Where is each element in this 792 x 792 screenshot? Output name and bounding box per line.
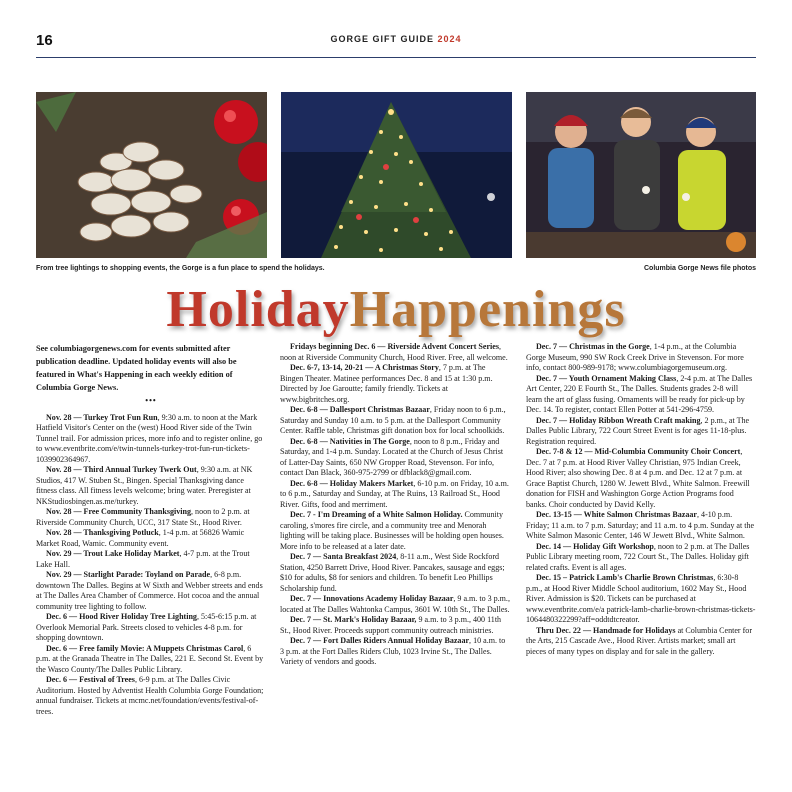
separator: ••• xyxy=(145,396,157,405)
banner-word-holiday: Holiday xyxy=(166,281,350,338)
event-entry: Dec. 14 — Holiday Gift Workshop, noon to 2 p.m. at The Dalles Public Library meeting room, 722 Court St., The Dalles. Holiday gift related crafts. Event is all ages. xyxy=(526,541,750,572)
event-entry: Thru Dec. 22 — Handmade for Holidays at Columbia Center for the Arts, 215 Cascade Ave., Hood River. Artists market; small art pieces of many types on display and for sale in the gallery. xyxy=(526,625,753,656)
event-entry: Dec. 6-8 — Holiday Makers Market, 6-10 p.m. on Friday, 10 a.m. to 6 p.m., Saturday and Sunday, at The Ruins, 13 Railroad St., Hood River. Gifts, food and merriment. xyxy=(280,478,509,509)
event-entry: Dec. 7-8 & 12 — Mid-Columbia Community Choir Concert, Dec. 7 at 7 p.m. at Hood River Valley Christian, 975 Indian Creek, Hood River; also showing Dec. 8 at 4 p.m. and Dec. 12 at 7 p.m. at Grace Baptist Church, 1280 W. Jewett Blvd., White Salmon. Freewill donation for FISH and Washington Gorge Action Programs food banks. Choir conducted by David Kelly. xyxy=(526,447,750,509)
event-entry: Dec. 6-7, 13-14, 20-21 — A Christmas Story, 7 p.m. at The Bingen Theater. Matinee performances Dec. 8 and 15 at 1:30 p.m. Directed by Joe Garoutte; family friendly. Tickets at www.bigbritches.org. xyxy=(280,363,493,404)
photo-pinecone xyxy=(36,92,267,258)
column-2 xyxy=(280,342,510,668)
page-number: 16 xyxy=(36,32,53,49)
column-3 xyxy=(526,342,756,657)
event-entry: Nov. 28 — Turkey Trot Fun Run, 9:30 a.m. to noon at the Mark Hatfield Visitor's Center on the (west) Hood River side of the Twin Tunnel trail. For admission prices, more info and to register online, go to www.eventbrite.com/e/twin-tunnels-turkey-trot-fun-run-tickets-1039902364967. xyxy=(36,412,263,464)
event-entry: Dec. 7 — Youth Ornament Making Class, 2-4 p.m. at The Dalles Art Center, 220 E Fourth St., The Dalles. Students grades 2-8 will learn the art of glass fusing. Ornaments will be ready for pick-up by Dec. 14. To register, contact Ellen Potter at 541-296-4759. xyxy=(526,373,753,414)
event-entry: Dec. 6 — Festival of Trees, 6-9 p.m. at The Dalles Civic Auditorium. Hosted by Adventist Health Columbia Gorge Foundation; annual fundraiser. Tickets at mcmc.net/foundation/events/festival-of-trees. xyxy=(36,675,264,716)
guide-title-text: GORGE GIFT GUIDE xyxy=(330,34,434,44)
event-entry: Dec. 13-15 — White Salmon Christmas Bazaar, 4-10 p.m. Friday; 11 a.m. to 7 p.m. Saturday; and 11 a.m. to 4 p.m. Sunday at the White Salmon Masonic Center, 146 W Jewett Blvd., White Salmon. xyxy=(526,510,755,540)
event-entry: Nov. 28 — Free Community Thanksgiving, noon to 2 p.m. at Riverside Community Church, UCC, 317 State St., Hood River. xyxy=(36,507,250,527)
guide-year: 2024 xyxy=(437,34,462,44)
event-entry: Dec. 6 — Free family Movie: A Muppets Christmas Carol, 6 p.m. at the Granada Theatre in The Dalles, 221 E. Second St. Event by the Wasco County/The Dalles Public Library. xyxy=(36,643,264,674)
guide-title xyxy=(36,34,756,44)
photo-credit: Columbia Gorge News file photos xyxy=(643,265,756,272)
event-entry: Dec. 7 — Fort Dalles Riders Annual Holiday Bazaar, 10 a.m. to 3 p.m. at the Fort Dalles Riders Club, 1023 Irvine St., The Dalles. Variety of vendors and goods. xyxy=(280,636,506,666)
photo-children-smores xyxy=(526,92,756,258)
event-entry: Fridays beginning Dec. 6 — Riverside Advent Concert Series, noon at Riverside Community Church, Hood River. Free, all welcome. xyxy=(280,342,508,362)
event-entry: Dec. 7 — Holiday Ribbon Wreath Craft making, 2 p.m., at The Dalles Public Library, 722 Court Street Event is for ages 11-18-plus. Registration required. xyxy=(526,415,750,446)
event-entry: Dec. 7 - I'm Dreaming of a White Salmon Holiday. Community caroling, s'mores fire circle, and a community tree and Menorah lighting will be taking place. Businesses will be holding open houses. More info to be released at a later date. xyxy=(280,510,504,551)
event-entry: Dec. 7 — Innovations Academy Holiday Bazaar, 9 a.m. to 3 p.m., located at The Dalles Wahtonka Campus, 3601 W. 10th St., The Dalles. xyxy=(280,594,510,614)
page-header xyxy=(36,30,756,58)
section-banner xyxy=(0,280,792,340)
banner-word-happenings: Happenings xyxy=(349,281,626,338)
event-entry: Dec. 6 — Hood River Holiday Tree Lighting, 5:45-6:15 p.m. at Overlook Memorial Park. Streets closed to vehicles 4-8 p.m. for shopping downtown. xyxy=(36,612,257,642)
event-entry: Dec. 6-8 — Dallesport Christmas Bazaar, Friday noon to 6 p.m., Saturday and Sunday 10 a.m. to 5 p.m. at the Dallesport Community Center. Raffle table, Christmas gift donation box for local schoolkids. xyxy=(280,405,506,435)
photo-caption: From tree lightings to shopping events, the Gorge is a fun place to spend the holidays. xyxy=(36,265,325,272)
event-entry: Dec. 7 — Christmas in the Gorge, 1-4 p.m., at the Columbia Gorge Museum, 990 SW Rock Creek Drive in Stevenson. For more info, contact 800-989-9178; www.columbiagorgemuseum.org. xyxy=(526,342,744,372)
event-entry: Nov. 29 — Starlight Parade: Toyland on Parade, 6-8 p.m. downtown The Dalles. Begins at W Sixth and Webber streets and ends at The Dalles Area Chamber of Commerce. Hot cocoa and the annual community tree lighting to follow. xyxy=(36,570,263,611)
event-entry: Dec. 7 — St. Mark's Holiday Bazaar, 9 a.m. to 3 p.m., 400 11th St., Hood River. Proceeds support community outreach ministries. xyxy=(280,615,502,635)
column-1 xyxy=(36,342,266,717)
event-entry: Dec. 15 – Patrick Lamb's Charlie Brown Christmas, 6:30-8 p.m., at Hood River Middle School auditorium, 1602 May St., Hood River. Admission is $20. Tickets can be purchased at www.eventbrite.com/e/a patrick-lamb-charlie-brown-christmas-tickets-1064480322299?aff=oddtdtcreator. xyxy=(526,573,756,624)
photo-lit-tree xyxy=(281,92,512,258)
event-entry: Nov. 28 — Thanksgiving Potluck, 1-4 p.m. at 56826 Wamic Market Road, Wamic. Community event. xyxy=(36,528,245,548)
intro-text: See columbiagorgenews.com for events submitted after publication deadline. Updated holiday events will also be featured in What's Happening in each weekly edition of Columbia Gorge News. xyxy=(36,344,237,392)
event-entry: Nov. 28 — Third Annual Turkey Twerk Out, 9:30 a.m. at NK Studios, 417 W. Stuben St., Bingen. Special Thanksgiving dance fitness class. All fitness levels welcome; bring water. Preregister at NKStudiosbingen.as.me/turkey. xyxy=(36,465,253,506)
event-entry: Dec. 6-8 — Nativities in The Gorge, noon to 8 p.m., Friday and Saturday, and 1-4 p.m. Sunday. Located at the Church of Jesus Christ of Latter-Day Saints, 650 NW Gropper Road, Stevenson. For info, contact Dan Black, 360-975-2799 or dfblack8@gmail.com. xyxy=(280,436,504,477)
event-entry: Nov. 29 — Trout Lake Holiday Market, 4-7 p.m. at the Trout Lake Hall. xyxy=(36,549,250,569)
event-entry: Dec. 7 — Santa Breakfast 2024, 8-11 a.m., West Side Rockford Station, 4250 Barrett Drive, Hood River. Pancakes, sausage and eggs; $10 for adults, $8 for seniors and children. To benefit Leo Phillips Scholarship fund. xyxy=(280,552,505,593)
header-rule xyxy=(36,57,756,58)
